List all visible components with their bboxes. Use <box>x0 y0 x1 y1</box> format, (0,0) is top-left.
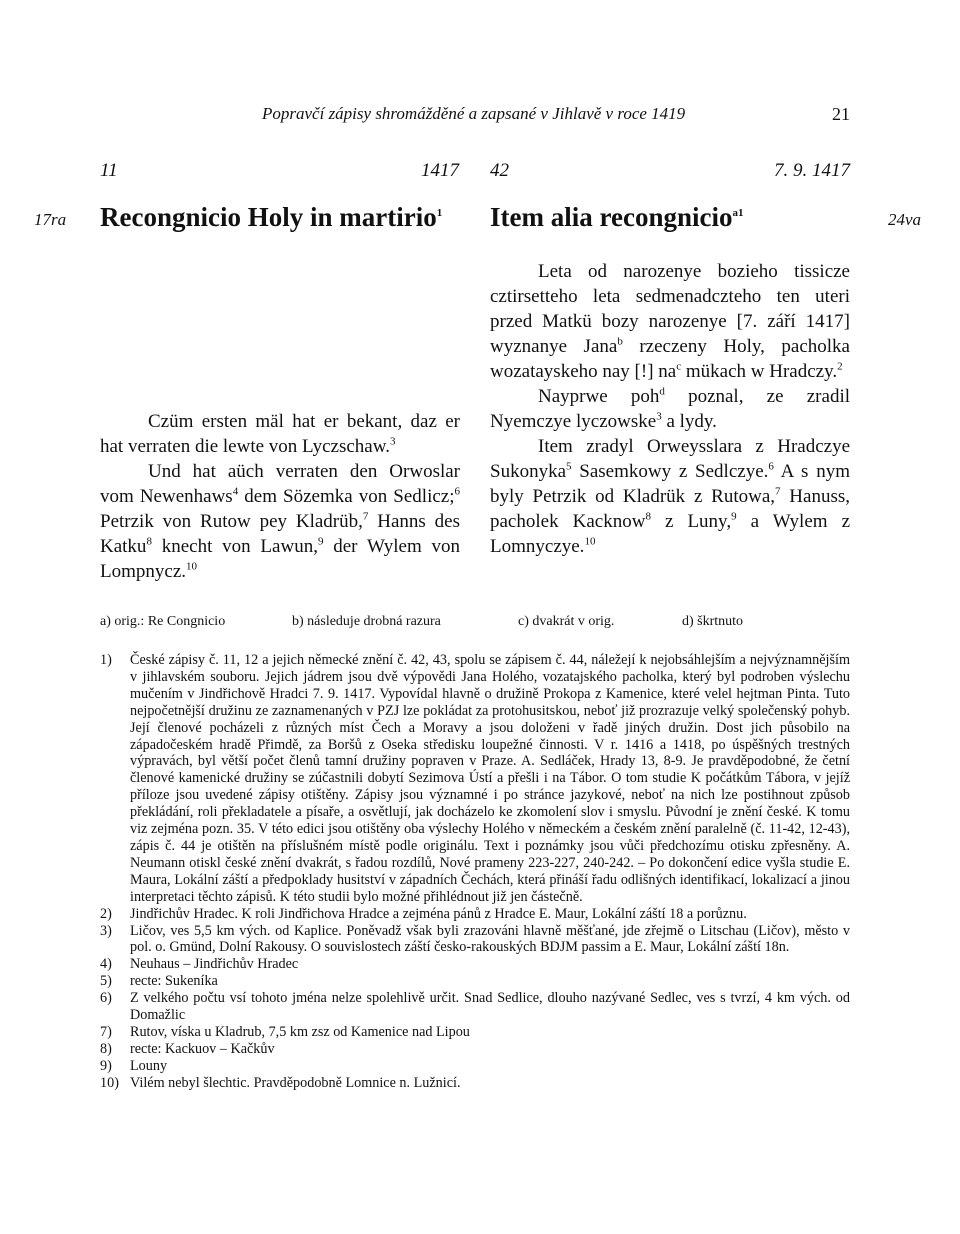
apparatus-note-d: d) škrtnuto <box>682 614 744 629</box>
left-footnote-ref: 8 <box>146 535 152 548</box>
footnote-number: 6) <box>100 990 112 1007</box>
right-footnote-ref: d <box>659 385 665 398</box>
right-footnote-ref: c <box>676 360 682 373</box>
left-title-footnote-ref: 1 <box>436 207 443 219</box>
footnote-text: Rutov, víska u Kladrub, 7,5 km zsz od Kamenice nad Lipou <box>130 1023 470 1040</box>
footnote-text: Vilém nebyl šlechtic. Pravděpodobně Lomnice n. Lužnicí. <box>130 1074 461 1091</box>
footnote-number: 3) <box>100 922 112 939</box>
right-title-text: Item alia recongnicio <box>490 202 733 232</box>
footnote-item <box>100 990 850 1024</box>
left-text-run: dem Sözemka von Sedlicz; <box>238 486 455 507</box>
text-critical-apparatus <box>100 614 743 630</box>
right-text-run: a lydy. <box>661 411 717 432</box>
right-paragraph <box>490 259 850 384</box>
footnote-item <box>100 652 850 906</box>
footnote-text: Jindřichův Hradec. K roli Jindřichova Hradce a zejména pánů z Hradce E. Maur, Lokální záští 18 a porůznu. <box>130 905 747 922</box>
right-text-run: Sasemkowy z Sedlczye. <box>571 461 769 482</box>
left-footnote-ref: 7 <box>362 510 369 523</box>
apparatus-note-c: c) dvakrát v orig. <box>518 614 615 629</box>
right-text-run: rzeczeny Holy, pacholka wozatayskeho nay [!] na <box>490 336 850 382</box>
footnote-number: 2) <box>100 905 112 922</box>
left-entry-title <box>100 202 442 233</box>
footnote-number: 9) <box>100 1057 112 1074</box>
footnote-text: Z velkého počtu vsí tohoto jména nelze spolehlivě určit. Snad Sedlice, dlouho nazývané Sedlec, ves s tvrzí, 4 km vých. od Domažlic <box>130 990 850 1024</box>
footnote-item <box>100 923 850 957</box>
left-text-run: Und hat aüch verraten den Orwoslar vom Newenhaws <box>100 461 460 507</box>
right-text-run: mükach w Hradczy. <box>681 361 838 382</box>
right-text-run: z Luny, <box>650 511 732 532</box>
page-number: 21 <box>832 104 850 124</box>
left-footnote-ref: 3 <box>389 435 396 448</box>
footnote-number: 4) <box>100 956 112 973</box>
right-title-footnote-ref: a1 <box>732 207 744 219</box>
right-footnote-ref: 8 <box>645 510 651 523</box>
left-footnote-ref: 9 <box>317 535 324 548</box>
right-text-run: A s nym byly Petrzik od Kladrük z Rutowa, <box>490 461 850 507</box>
right-paragraph <box>490 434 850 559</box>
footnote-text: Ličov, ves 5,5 km vých. od Kaplice. Poněvadž však byli zrazováni hlavně měšťané, jde zřejmě o Litschau (Ličov), město v pol. o. Gmünd, Dolní Rakousy. O souvislostech záští česko-rakouských BDJM passim a E. Maur, Lokální záští 18n. <box>130 922 850 956</box>
left-entry-year: 1417 <box>421 160 459 181</box>
right-text-run: poznal, ze zradil Nyemczye lyczowske <box>490 386 851 432</box>
footnote-text: recte: Sukeníka <box>130 973 218 990</box>
footnotes <box>100 652 850 1092</box>
right-footnote-ref: 10 <box>584 535 596 548</box>
left-text-run: knecht von Lawun, <box>151 536 318 557</box>
right-entry-title <box>490 202 743 233</box>
footnote-text: Neuhaus – Jindřichův Hradec <box>130 956 299 973</box>
right-column-czech-text <box>490 259 850 559</box>
footnote-number: 8) <box>100 1040 112 1057</box>
right-text-run: Leta od narozenye bozieho tissicze cztirsetteho leta sedmenadczteho ten uteri przed Matkü bozy narozenye [7. září 1417] wyznanye Jana <box>490 261 850 357</box>
footnote-number: 7) <box>100 1023 112 1040</box>
right-footnote-ref: 2 <box>837 360 843 373</box>
right-text-run: a Wylem z Lomnyczye. <box>490 511 851 557</box>
footnote-item <box>100 1041 850 1058</box>
left-text-run: Czüm ersten mäl hat er bekant, daz er hat verraten die lewte von Lyczschaw. <box>100 411 460 457</box>
right-footnote-ref: 9 <box>731 510 737 523</box>
left-text-run: Petrzik von Rutow pey Kladrüb, <box>100 511 363 532</box>
footnote-item <box>100 1075 850 1092</box>
footnote-item <box>100 906 850 923</box>
right-entry-number: 42 <box>490 160 509 181</box>
left-entry-number: 11 <box>100 160 118 181</box>
left-text-run: Hanns des Katku <box>100 511 460 557</box>
footnote-item <box>100 1024 850 1041</box>
left-footnote-ref: 6 <box>454 485 461 498</box>
footnote-text: České zápisy č. 11, 12 a jejich německé znění č. 42, 43, spolu se zápisem č. 44, náležejí k nejobsáhlejším a nejvýznamnějším v jihlavském souboru. Jejich jádrem jsou dvě výpovědi Jana Holého, vozatajského pacholka, který byl podroben výslechu mučením v Jindřichově Hradci 7. 9. 1417. Vypovídal hlavně o družině Prokopa z Kamenice, které velel hejtman Pinta. Tuto nejpočetnější družinu ze zaznamenaných v PZJ lze pokládat za protohusitskou, neboť již prozrazuje velký společenský pohyb. Její členové pocházeli z různých míst Čech a Moravy a jsou doloženi v řadě jiných družin. Dost jich působilo na západočeském hradě Přimdě, za Boršů z Oseka středisku loupežné činnosti. V r. 1416 a 1418, po úspěšných trestných výpravách, byl větší počet členů tamní družiny popraven v Praze. A. Sedláček, Hrady 13, 8-9. Je pravděpodobné, že četní členové kamenické družiny se zúčastnili dobytí Sezimova Ústí a přešli i na Tábor. O tom studie K počátkům Tábora, v jejíž příloze jsou uvedené zápisy otištěny. Zápisy jsou významné i po stránce jazykové, neboť na nich lze postihnout způsob překládání, roli překladatele a písaře, a osvětlují, jak docházelo ke zkomolení slov i smyslu. Původní je znění české. K tomu viz zejména pozn. 35. V této edici jsou otištěny oba výslechy Holého v německém a českém znění paralelně (č. 11-42, 12-43), zápis č. 44 je otištěn na příslušném místě podle originálu. Text i poznámky jsou vůči předchozímu otisku zpřesněny. A. Neumann otiskl české znění dvakrát, s řadou rozdílů, Nové prameny 223-227, 240-242. – Po dokončení edice vyšla studie E. Maura, Lokální záští a předpoklady husitství v západních Čechách, která přináší řadu odlišných identifikací, lokalizací a jinou interpretaci těchto zápisů. K této studii bylo možné přihlédnout již jen částečně. <box>130 652 850 905</box>
right-footnote-ref: 6 <box>768 460 774 473</box>
footnote-number: 1) <box>100 652 112 668</box>
footnote-number: 5) <box>100 973 112 990</box>
left-footnote-ref: 4 <box>232 485 239 498</box>
left-paragraph <box>100 409 460 459</box>
left-folio-note: 17ra <box>34 210 67 229</box>
right-footnote-ref: 5 <box>566 460 572 473</box>
left-footnote-ref: 10 <box>186 560 198 573</box>
right-footnote-ref: 7 <box>775 485 781 498</box>
footnote-item <box>100 956 850 973</box>
right-folio-note: 24va <box>888 210 922 229</box>
left-text-run: der Wylem von Lompnycz. <box>100 536 461 582</box>
footnote-number: 10) <box>100 1074 119 1091</box>
left-paragraph <box>100 459 460 584</box>
right-paragraph <box>490 384 850 434</box>
right-text-run: Nayprwe poh <box>538 386 660 407</box>
footnote-item <box>100 973 850 990</box>
footnote-item <box>100 1058 850 1075</box>
apparatus-note-b: b) následuje drobná razura <box>292 614 441 629</box>
left-title-text: Recongnicio Holy in martirio <box>100 202 437 232</box>
right-footnote-ref: b <box>617 335 623 348</box>
right-entry-date: 7. 9. 1417 <box>774 160 850 181</box>
left-column-german-text <box>100 409 460 584</box>
footnote-text: recte: Kackuov – Kačkův <box>130 1040 275 1057</box>
running-title: Popravčí zápisy shromážděné a zapsané v Jihlavě v roce 1419 <box>262 104 686 123</box>
footnote-text: Louny <box>130 1057 168 1074</box>
right-footnote-ref: 3 <box>656 410 662 423</box>
right-text-run: Hanuss, pacholek Kacknow <box>490 486 850 532</box>
right-text-run: Item zradyl Orweysslara z Hradczye Sukonyka <box>490 436 850 482</box>
apparatus-note-a: a) orig.: Re Congnicio <box>100 614 226 629</box>
